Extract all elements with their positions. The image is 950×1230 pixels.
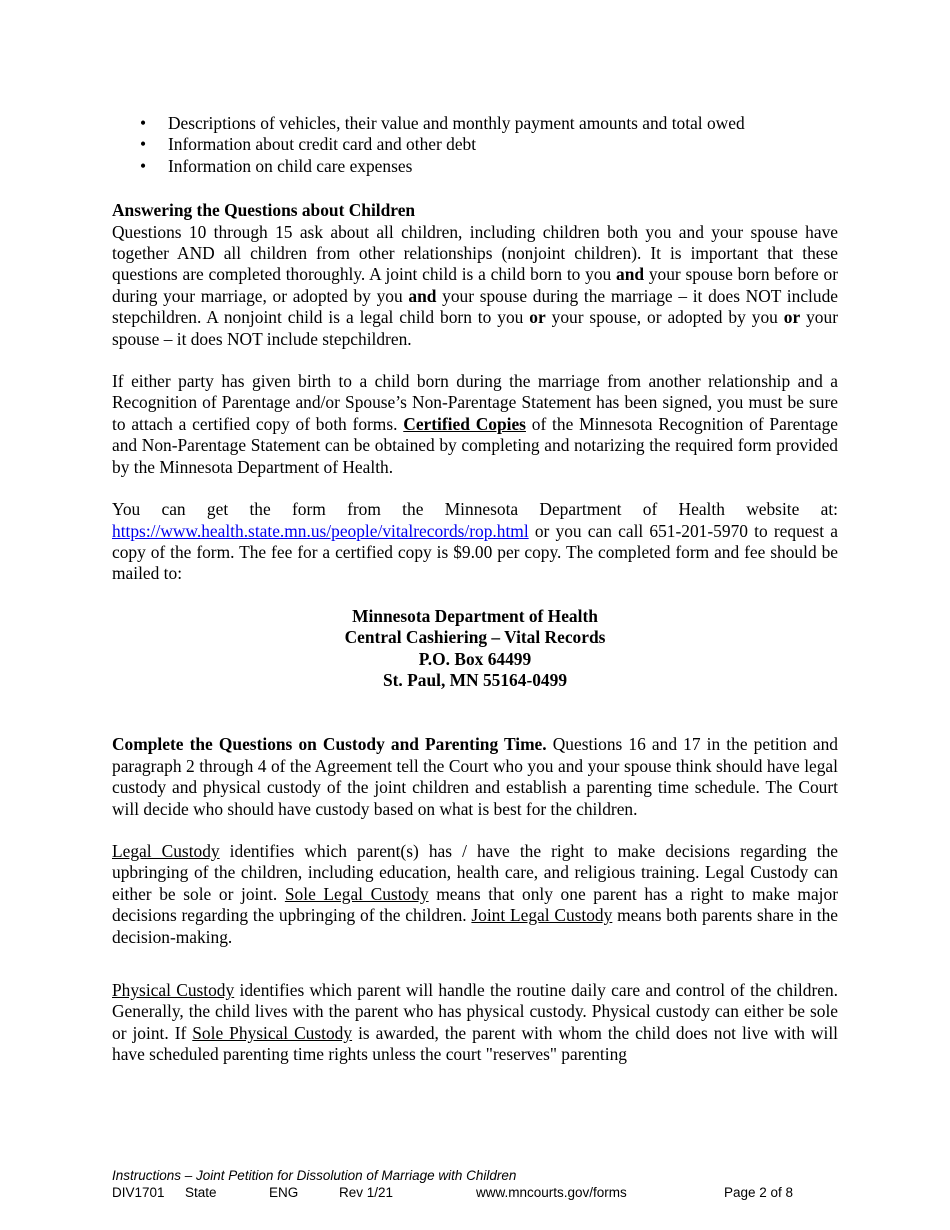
- language: ENG: [269, 1184, 299, 1200]
- address-line: Minnesota Department of Health: [352, 605, 598, 626]
- website: www.mncourts.gov/forms: [476, 1184, 627, 1200]
- paragraph-recognition-parentage: If either party has given birth to a child born during the marriage from another relationship and a Recognition of Parentage and/or Spouse’s Non-Parentage Statement has been signed, you must be sure to attach a certified copy of both forms. Certified Copies of the Minnesota Recognition of Parentage and Non-Parentage Statement can be obtained by completing and notarizing the required form provided by the Minnesota Department of Health.: [112, 371, 838, 477]
- financial-info-list: [112, 113, 838, 177]
- paragraph-get-form: You can get the form from the Minnesota Department of Health website at: https://www.health.state.mn.us/people/vitalrecords/rop.html or you can call 651-201-5970 to request a copy of the form. The fee for a certified copy is $9.00 per copy. The completed form and fee should be mailed to:: [112, 499, 838, 584]
- paragraph-children-questions: Questions 10 through 15 ask about all children, including children both you and your spouse have together AND all children from other relationships (nonjoint children). It is important that these questions are completed thoroughly. A joint child is a child born to you and your spouse born before or during your marriage, or adopted by you and your spouse during the marriage – it does NOT include stepchildren. A nonjoint child is a legal child born to you or your spouse, or adopted by you or your spouse – it does NOT include stepchildren.: [112, 221, 838, 349]
- mailing-address: [112, 606, 838, 692]
- list-item: • Information on child care expenses: [112, 156, 838, 177]
- address-line: P.O. Box 64499: [418, 648, 532, 669]
- page-footer: [112, 1168, 838, 1202]
- paragraph-custody-parenting: Complete the Questions on Custody and Parenting Time. Questions 16 and 17 in the petition and paragraph 2 through 4 of the Agreement tell the Court who you and your spouse think should have legal custody and physical custody of the joint children and establish a parenting time schedule. The Court will decide who should have custody based on what is best for the children.: [112, 734, 839, 819]
- address-line: Central Cashiering – Vital Records: [344, 627, 606, 648]
- jurisdiction: State: [185, 1184, 217, 1200]
- certified-copies-term: Certified Copies: [403, 413, 526, 434]
- section-heading-custody: Complete the Questions on Custody and Parenting Time.: [112, 734, 547, 755]
- health-dept-form-link[interactable]: https://www.health.state.mn.us/people/vitalrecords/rop.html: [112, 520, 529, 541]
- footer-title: Instructions – Joint Petition for Dissolution of Marriage with Children: [112, 1168, 517, 1183]
- list-item: • Information about credit card and other debt: [112, 134, 838, 155]
- paragraph-legal-custody: Legal Custody identifies which parent(s) has / have the right to make decisions regarding the upbringing of the children, including education, health care, and religious training. Legal Custody can either be sole or joint. Sole Legal Custody means that only one parent has a right to make major decisions regarding the upbringing of the children. Joint Legal Custody means both parents share in the decision-making.: [112, 840, 838, 947]
- page-number: Page 2 of 8: [724, 1184, 794, 1200]
- list-item: • Descriptions of vehicles, their value and monthly payment amounts and total owed: [112, 113, 838, 134]
- section-heading-children: Answering the Questions about Children: [112, 200, 416, 221]
- footer-meta: [112, 1185, 838, 1202]
- document-body: [112, 113, 838, 1066]
- revision: Rev 1/21: [339, 1184, 394, 1200]
- address-line: St. Paul, MN 55164-0499: [382, 669, 568, 690]
- form-id: DIV1701: [112, 1184, 165, 1200]
- paragraph-physical-custody: Physical Custody identifies which parent will handle the routine daily care and control of the children. Generally, the child lives with the parent who has physical custody. Physical custody can either be sole or joint. If Sole Physical Custody is awarded, the parent with whom the child does not live with will have scheduled parenting time rights unless the court "reserves" parenting: [112, 980, 838, 1065]
